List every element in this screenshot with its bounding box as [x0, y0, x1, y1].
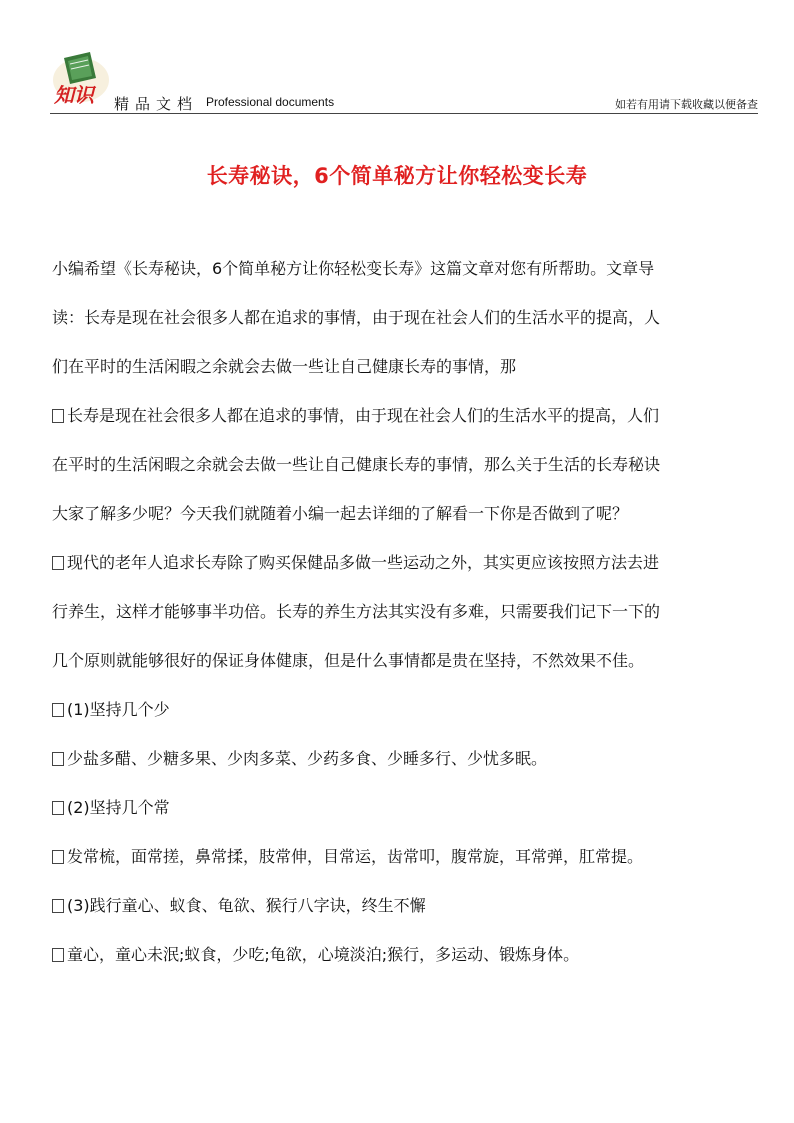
paragraph: [52, 685, 764, 734]
paragraph: [52, 734, 764, 783]
paragraph-line: 小编希望《长寿秘诀，6个简单秘方让你轻松变长寿》这篇文章对您有所帮助。文章导: [52, 259, 655, 278]
missing-glyph-box-icon: [52, 948, 64, 962]
paragraph-line: 大家了解多少呢？今天我们就随着小编一起去详细的了解看一下你是否做到了呢？: [52, 504, 629, 523]
paragraph-line: (2)坚持几个常: [67, 798, 170, 817]
book-logo-icon: [50, 48, 112, 106]
page-header: [50, 48, 758, 113]
paragraph-line: 行养生，这样才能够事半功倍。长寿的养生方法其实没有多难，只需要我们记下一下的: [52, 602, 661, 621]
paragraph-line: 们在平时的生活闲暇之余就会去做一些让自己健康长寿的事情，那: [52, 357, 517, 376]
paragraph-line: 现代的老年人追求长寿除了购买保健品多做一些运动之外，其实更应该按照方法去进: [67, 553, 660, 572]
brand-english: Professional documents: [206, 95, 335, 109]
missing-glyph-box-icon: [52, 752, 64, 766]
document-body: [52, 244, 764, 979]
paragraph-line: (1)坚持几个少: [67, 700, 170, 719]
paragraph: [52, 881, 764, 930]
paragraph: [52, 930, 764, 979]
svg-text:知识: 知识: [54, 83, 94, 106]
missing-glyph-box-icon: [52, 409, 64, 423]
paragraph: [52, 391, 764, 538]
paragraph: [52, 538, 764, 685]
brand-chinese: 精品文档: [114, 95, 199, 113]
paragraph-line: 读：长寿是现在社会很多人都在追求的事情，由于现在社会人们的生活水平的提高，人: [52, 308, 661, 327]
missing-glyph-box-icon: [52, 556, 64, 570]
header-note: 如若有用请下载收藏以便备查: [615, 98, 758, 111]
paragraph: [52, 783, 764, 832]
missing-glyph-box-icon: [52, 899, 64, 913]
document-title: 长寿秘诀，6个简单秘方让你轻松变长寿: [206, 164, 588, 188]
missing-glyph-box-icon: [52, 703, 64, 717]
paragraph-line: 长寿是现在社会很多人都在追求的事情，由于现在社会人们的生活水平的提高，人们: [67, 406, 660, 425]
missing-glyph-box-icon: [52, 801, 64, 815]
paragraph: [52, 244, 764, 391]
paragraph-line: (3)践行童心、蚁食、龟欲、猴行八字诀，终生不懈: [67, 896, 426, 915]
paragraph-line: 少盐多醋、少糖多果、少肉多菜、少药多食、少睡多行、少忧多眠。: [67, 749, 548, 768]
missing-glyph-box-icon: [52, 850, 64, 864]
paragraph-line: 童心，童心未泯;蚁食，少吃;龟欲，心境淡泊;猴行，多运动、锻炼身体。: [67, 945, 580, 964]
paragraph: [52, 832, 764, 881]
paragraph-line: 在平时的生活闲暇之余就会去做一些让自己健康长寿的事情，那么关于生活的长寿秘诀: [52, 455, 661, 474]
paragraph-line: 发常梳，面常搓，鼻常揉，肢常伸，目常运，齿常叩，腹常旋，耳常弹，肛常提。: [67, 847, 644, 866]
paragraph-line: 几个原则就能够很好的保证身体健康，但是什么事情都是贵在坚持，不然效果不佳。: [52, 651, 645, 670]
header-divider: [50, 113, 758, 114]
